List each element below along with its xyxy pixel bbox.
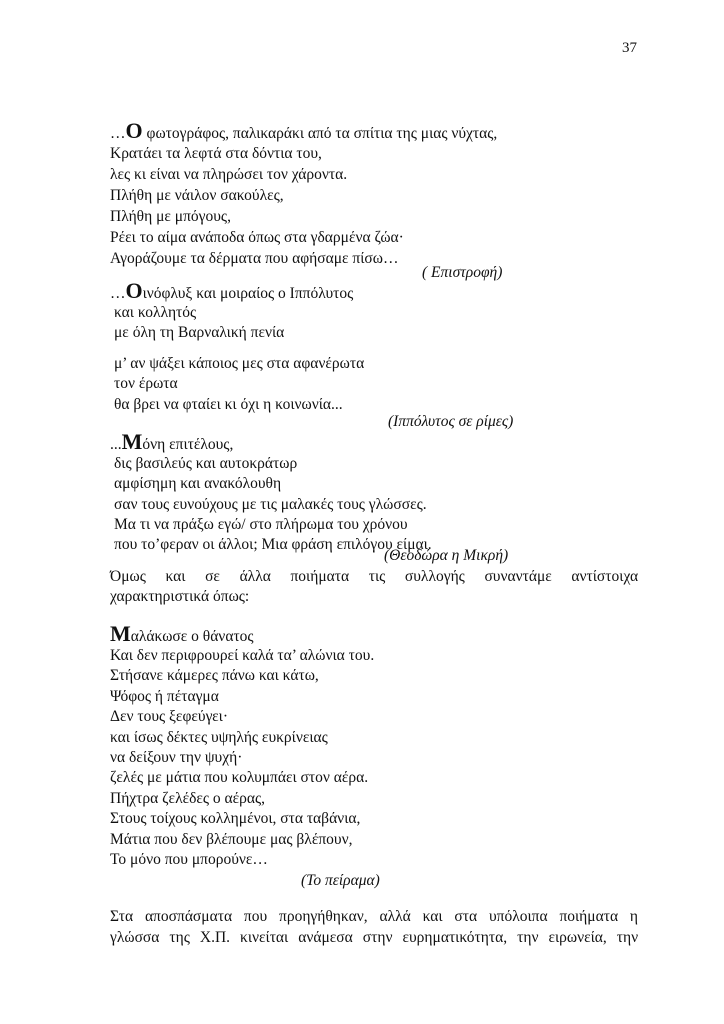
text-fragment: Όμως <box>110 568 146 585</box>
text-fragment: ποιήματα <box>290 568 350 585</box>
text-fragment: την <box>616 929 639 946</box>
poem-line: Και δεν περιφρουρεί καλά τα’ αλώνια του. <box>110 647 375 664</box>
text-fragment: φωτογράφος, παλικαράκι από τα σπίτια της μιας νύχτας, <box>142 125 498 142</box>
poem-line: Μα τι να πράξω εγώ/ στο πλήρωμα του χρόνου <box>114 516 408 533</box>
poem-line: Μάτια που δεν βλέπουμε μας βλέπουν, <box>110 831 353 848</box>
text-fragment: αντίστοιχα <box>571 568 639 585</box>
poem-line <box>110 621 254 647</box>
page-number: 37 <box>622 40 637 56</box>
poem-line <box>110 278 354 304</box>
poem-line: Το μόνο που μπορούνε… <box>110 851 268 868</box>
text-fragment: όνη επιτέλους, <box>142 436 234 453</box>
text-fragment: της <box>169 929 190 946</box>
text-fragment: συναντάμε <box>484 568 552 585</box>
text-fragment: στα <box>454 908 478 925</box>
poem-line <box>110 429 234 455</box>
text-fragment: ... <box>110 436 122 453</box>
text-fragment: ποιήματα <box>559 908 619 925</box>
poem-line: Στήσανε κάμερες πάνω και κάτω, <box>110 667 319 684</box>
text-fragment: ειρωνεία, <box>548 929 607 946</box>
poem-line: ζελές με μάτια που κολυμπάει στον αέρα. <box>110 769 369 786</box>
initial-capital: Μ <box>121 429 143 454</box>
text-fragment: Χ.Π. <box>199 929 231 946</box>
poem-line: Ρέει το αίμα ανάποδα όπως στα γδαρμένα ζώα· <box>110 229 404 246</box>
text-fragment: αποσπάσματα <box>144 908 233 925</box>
text-fragment: και <box>165 568 186 585</box>
poem-line: Πήχτρα ζελέδες ο αέρας, <box>110 790 266 807</box>
initial-capital: Μ <box>110 621 131 646</box>
poem-line: Δεν τους ξεφεύγει· <box>110 708 228 725</box>
text-fragment: σε <box>205 568 220 585</box>
text-fragment: Στα <box>110 908 134 925</box>
poem-line: Πλήθη με μπόγους, <box>110 208 231 225</box>
text-fragment: τις <box>368 568 386 585</box>
text-fragment: άλλα <box>239 568 271 585</box>
text-fragment: αλάκωσε ο θάνατος <box>130 628 254 645</box>
text-fragment: υπόλοιπα <box>488 908 548 925</box>
text-fragment: στην <box>362 929 393 946</box>
attribution: (Ιππόλυτος σε ρίμες) <box>388 413 514 430</box>
poem-line: τον έρωτα <box>114 375 178 392</box>
poem-line: μ’ αν ψάξει κάποιος μες στα αφανέρωτα <box>114 355 365 372</box>
poem-line: θα βρει να φταίει κι όχι η κοινωνία... <box>114 396 343 413</box>
poem-line: Ψόφος ή πέταγμα <box>110 688 219 705</box>
text-fragment: αλλά <box>379 908 411 925</box>
text-fragment: που <box>243 908 268 925</box>
text-fragment: προηγήθηκαν, <box>279 908 368 925</box>
poem-line: να δείξουν την ψυχή· <box>110 749 243 766</box>
poem-line: Αγοράζουμε τα δέρματα που αφήσαμε πίσω… <box>110 250 399 267</box>
prose-line: χαρακτηριστικά όπως: <box>110 588 250 605</box>
poem-line: Κρατάει τα λεφτά στα δόντια του, <box>110 145 322 162</box>
poem-line: και ίσως δέκτες υψηλής ευκρίνειας <box>110 729 328 746</box>
initial-capital: Ο <box>125 278 143 303</box>
text-fragment: κινείται <box>240 929 289 946</box>
text-fragment: ευρηματικότητα, <box>402 929 508 946</box>
text-fragment: η <box>629 908 639 925</box>
text-fragment: ανάμεσα <box>298 929 353 946</box>
poem-line <box>110 118 498 144</box>
poem-line: Πλήθη με νάιλον σακούλες, <box>110 187 284 204</box>
poem-line: λες κι είναι να πληρώσει τον χάροντα. <box>110 166 348 183</box>
initial-capital: Ο <box>125 118 143 143</box>
prose-line-justified <box>110 928 638 948</box>
attribution: (Θεοδώρα η Μικρή) <box>384 547 509 564</box>
poem-line: Στους τοίχους κολλημένοι, στα ταβάνια, <box>110 810 361 827</box>
prose-line-justified <box>110 907 638 927</box>
prose-line-justified <box>110 567 638 587</box>
poem-line: που το’φεραν οι άλλοι; Μια φράση επιλόγου είμαι. <box>114 536 432 553</box>
text-fragment: ινόφλυξ και μοιραίος ο Ιππόλυτος <box>142 285 354 302</box>
text-fragment: … <box>110 125 126 142</box>
attribution: (Το πείραμα) <box>301 872 380 889</box>
text-fragment: την <box>517 929 539 946</box>
poem-line: δις βασιλεύς και αυτοκράτωρ <box>114 455 298 472</box>
text-fragment: και <box>422 908 443 925</box>
poem-line: αμφίσημη και ανακόλουθη <box>114 475 282 492</box>
attribution: ( Επιστροφή) <box>422 264 503 281</box>
text-fragment: … <box>110 285 126 302</box>
poem-line: με όλη τη Βαρναλική πενία <box>114 324 285 341</box>
text-fragment: συλλογής <box>404 568 465 585</box>
poem-line: σαν τους ευνούχους με τις μαλακές τους γλώσσες. <box>114 496 427 513</box>
poem-line: και κολλητός <box>114 304 197 321</box>
text-fragment: γλώσσα <box>110 929 160 946</box>
